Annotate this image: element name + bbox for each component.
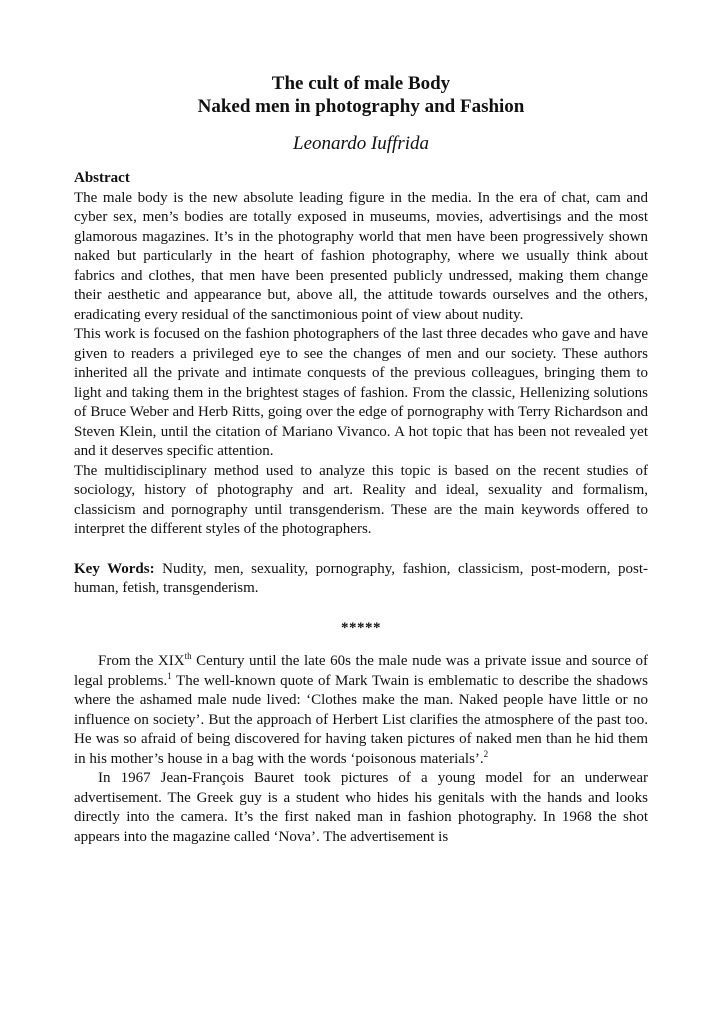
abstract-paragraph-3: The multidisciplinary method used to analyze this topic is based on the recent studies of sociology, history of photography and art. Reality and ideal, sexuality and formalism, classicism and pornography until transgenderism. These are the main keywords offered to interpret the different styles of the photographers.	[74, 462, 648, 537]
title-line-1: The cult of male Body	[271, 73, 451, 94]
body-p1-superscript-th: th	[184, 651, 192, 661]
body-p1-part1: From the XIX	[98, 653, 185, 669]
author-name: Leonardo Iuffrida	[293, 133, 429, 154]
footnote-ref-1[interactable]: 1	[167, 670, 172, 681]
title-line-2: Naked men in photography and Fashion	[197, 96, 525, 117]
keywords-text: Nudity, men, sexuality, pornography, fashion, classicism, post-modern, post-human, fetish, transgenderism.	[74, 560, 649, 596]
abstract-paragraph-1: The male body is the new absolute leading figure in the media. In the era of chat, cam and cyber sex, men’s bodies are totally exposed in museums, movies, advertisings and the most glamorous magazines. It’s in the photography world that men have been progressively shown naked but particularly in the heart of fashion photography, where we usually think about fabrics and clothes, that men have been presented publicly undressed, making them change their aesthetic and appearance but, above all, the attitude towards ourselves and the others, eradicating every residual of the sanctimonious point of view about nudity.	[74, 189, 648, 323]
body-paragraph-2: In 1967 Jean-François Bauret took pictures of a young model for an underwear advertisement. The Greek guy is a student who hides his genitals with the hands and looks directly into the camera. It’s the first naked man in fashion photography. In 1968 the shot appears into the magazine called ‘Nova’. The advertisement is	[74, 770, 648, 845]
footnote-ref-2[interactable]: 2	[483, 748, 489, 759]
abstract-heading: Abstract	[74, 170, 130, 186]
keywords	[74, 560, 648, 599]
title	[74, 72, 648, 118]
keywords-label: Key Words:	[74, 560, 155, 577]
body-p1-part3: The well-known quote of Mark Twain is emblematic to describe the shadows where the ashamed male nude lived: ‘Clothes make the man. Naked people have little or no influence on society’. But the approach of Herbert List clarifies the atmosphere of the past too. He was so afraid of being discovered for having taken pictures of naked men than he hid them in his mother’s house in a bag with the words ‘poisonous materials’.	[74, 672, 648, 767]
abstract-paragraph-2: This work is focused on the fashion photographers of the last three decades who gave and have given to readers a privileged eye to see the changes of men and our society. These authors inherited all the private and intimate conquests of the previous colleagues, bringing them to light and taking them in the brightest stages of fashion. From the classic, Hellenizing solutions of Bruce Weber and Herb Ritts, going over the edge of pornography with Terry Richardson and Steven Klein, until the citation of Mariano Vivanco. A hot topic that has been not revealed yet and it deserves specific attention.	[74, 326, 648, 459]
document-page	[74, 72, 648, 847]
body-paragraph-1	[74, 652, 648, 769]
section-divider: *****	[341, 619, 381, 636]
body-p1-part2: Century until the late 60s the male nude was a private issue and source of legal problems.	[74, 653, 648, 689]
